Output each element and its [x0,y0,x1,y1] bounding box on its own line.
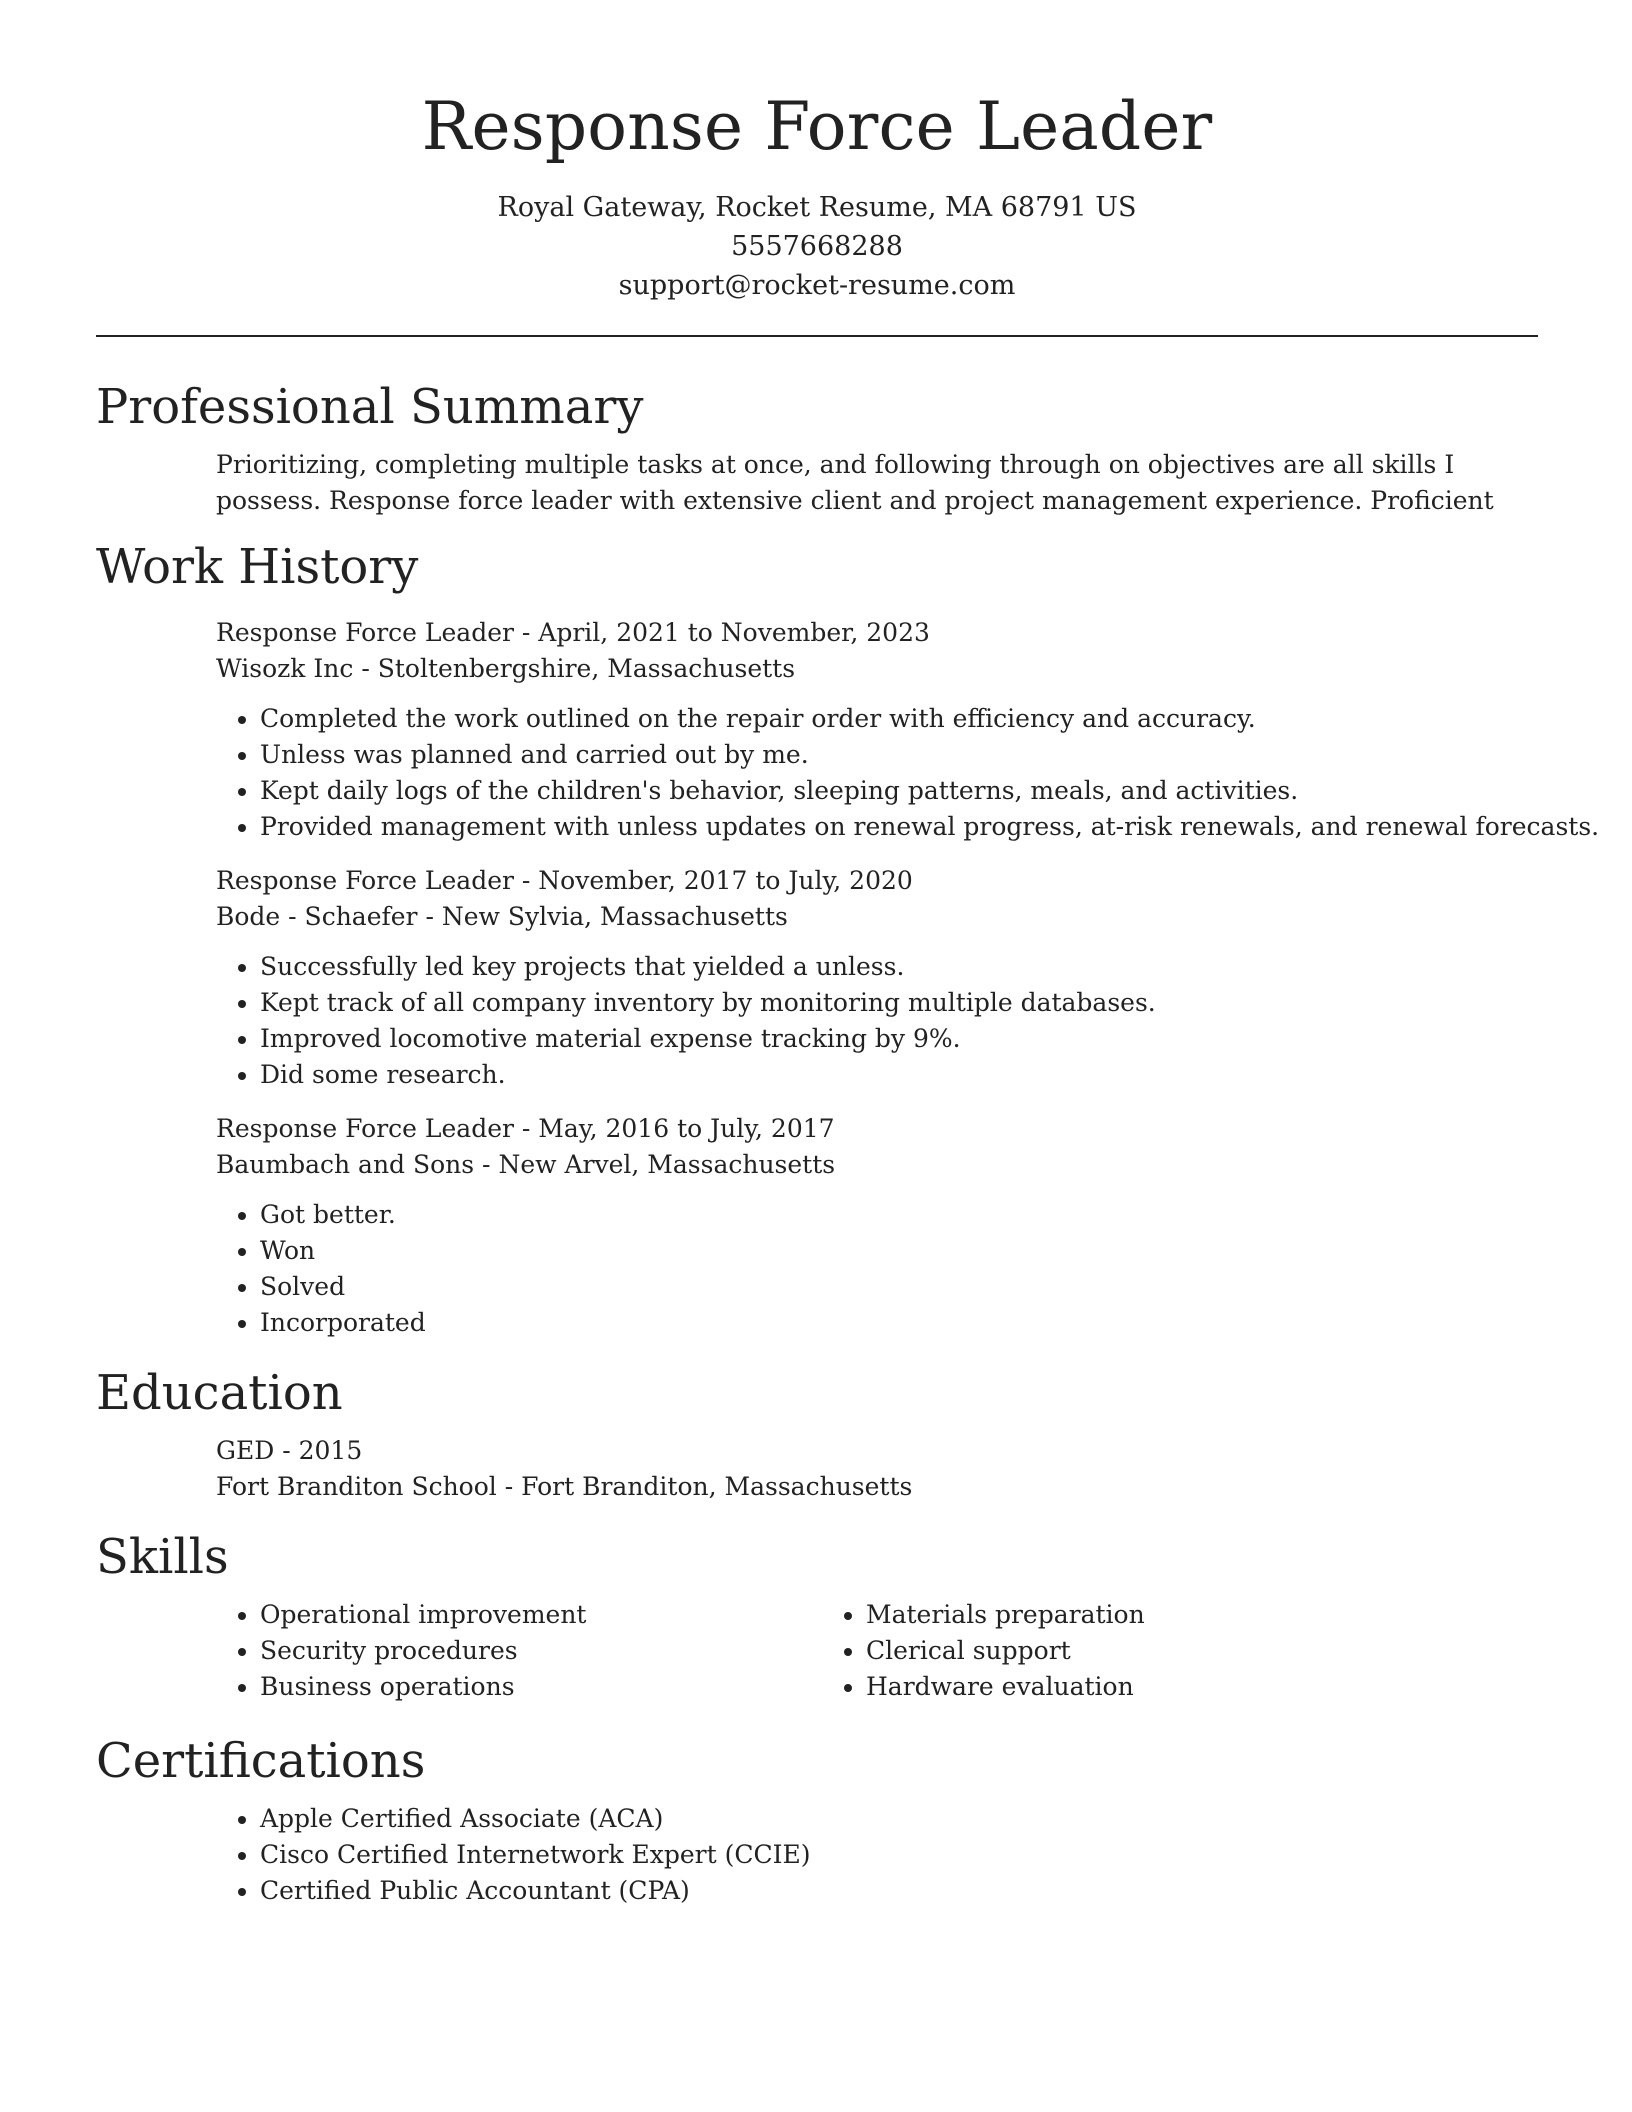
list-item: • Kept track of all company inventory by monitoring multiple databases. [260,985,1538,1021]
certifications-heading: Certifications [96,1733,426,1789]
list-item: • Security procedures [260,1633,822,1669]
list-item: • Successfully led key projects that yielded a unless. [260,949,1538,985]
list-item: • Did some research. [260,1057,1538,1093]
degree-name: GED [216,1436,275,1465]
job-entry [216,863,1538,1093]
list-item: • Solved [260,1269,1538,1305]
job-company: Bode - Schaefer [216,902,418,931]
list-item: • Hardware evaluation [866,1669,1145,1705]
list-item: • Improved locomotive material expense tracking by 9%. [260,1021,1538,1057]
job-title-line: Response Force Leader - April, 2021 to November, 2023 [216,618,930,647]
list-item: • Apple Certified Associate (ACA) [260,1801,1538,1837]
work-history-section [96,537,1600,1341]
list-item: • Won [260,1233,1538,1269]
list-item: • Certified Public Accountant (CPA) [260,1873,1538,1909]
resume-header [96,0,1538,305]
job-role: Response Force Leader [216,866,514,895]
job-role: Response Force Leader [216,618,514,647]
contact-info [96,188,1538,305]
resume-page [96,0,1600,1909]
job-company: Baumbach and Sons [216,1150,475,1179]
job-entry [216,1111,1538,1341]
skills-grid [96,1597,1538,1705]
list-item: • Operational improvement [260,1597,822,1633]
job-title-line: Response Force Leader - November, 2017 to July, 2020 [216,866,913,895]
phone-text: 5557668288 [731,231,903,262]
certifications-list [216,1801,1538,1909]
summary-text: Prioritizing, completing multiple tasks at once, and following through on objectives are all skills I possess. Response force leader with extensive client and project management experience. Proficient [216,450,1494,515]
list-item: • Got better. [260,1197,1538,1233]
list-item: • Kept daily logs of the children's behavior, sleeping patterns, meals, and activities. [260,773,1538,809]
job-dates: November, 2017 to July, 2020 [538,866,913,895]
education-heading: Education [96,1365,343,1421]
list-item: • Materials preparation [866,1597,1145,1633]
list-item: • Unless was planned and carried out by me. [260,737,1538,773]
job-location: New Arvel, Massachusetts [498,1150,836,1179]
summary-heading: Professional Summary [96,379,644,435]
skills-column-left [216,1597,822,1705]
email-text: support@rocket-resume.com [618,270,1016,301]
job-location: New Sylvia, Massachusetts [441,902,788,931]
skills-section [96,1527,1538,1705]
job-dates: April, 2021 to November, 2023 [538,618,930,647]
job-dates: May, 2016 to July, 2017 [538,1114,835,1143]
degree-line: GED - 2015 [216,1436,363,1465]
degree-year: 2015 [298,1436,363,1465]
skills-column-right [822,1597,1145,1705]
job-title-line: Response Force Leader - May, 2016 to July, 2017 [216,1114,835,1143]
list-item: • Cisco Certified Internetwork Expert (CCIE) [260,1837,1538,1873]
job-location: Stoltenbergshire, Massachusetts [377,654,796,683]
list-item: • Incorporated [260,1305,1538,1341]
education-section [96,1363,1538,1505]
summary-section [96,377,1538,519]
work-history-heading: Work History [96,539,419,595]
header-divider [96,335,1538,337]
list-item: • Business operations [260,1669,822,1705]
school-name: Fort Branditon School [216,1472,497,1501]
job-company: Wisozk Inc [216,654,354,683]
address-text: Royal Gateway, Rocket Resume, MA 68791 US [497,192,1137,223]
school-location: Fort Branditon, Massachusetts [521,1472,913,1501]
job-bullets [216,949,1538,1093]
candidate-name: Response Force Leader [421,88,1213,165]
job-company-line: Bode - Schaefer - New Sylvia, Massachusetts [216,902,788,931]
list-item: • Clerical support [866,1633,1145,1669]
certifications-section [96,1731,1538,1909]
job-bullets [216,701,1600,845]
list-item: • Completed the work outlined on the repair order with efficiency and accuracy. [260,701,1538,737]
job-company-line: Wisozk Inc - Stoltenbergshire, Massachusetts [216,654,796,683]
job-role: Response Force Leader [216,1114,514,1143]
list-item: • Provided management with unless updates on renewal progress, at-risk renewals, and renewal forecasts. [260,809,1538,845]
school-line: Fort Branditon School - Fort Branditon, Massachusetts [216,1472,913,1501]
job-bullets [216,1197,1538,1341]
job-entry [216,615,1600,845]
skills-heading: Skills [96,1529,229,1585]
job-company-line: Baumbach and Sons - New Arvel, Massachusetts [216,1150,836,1179]
